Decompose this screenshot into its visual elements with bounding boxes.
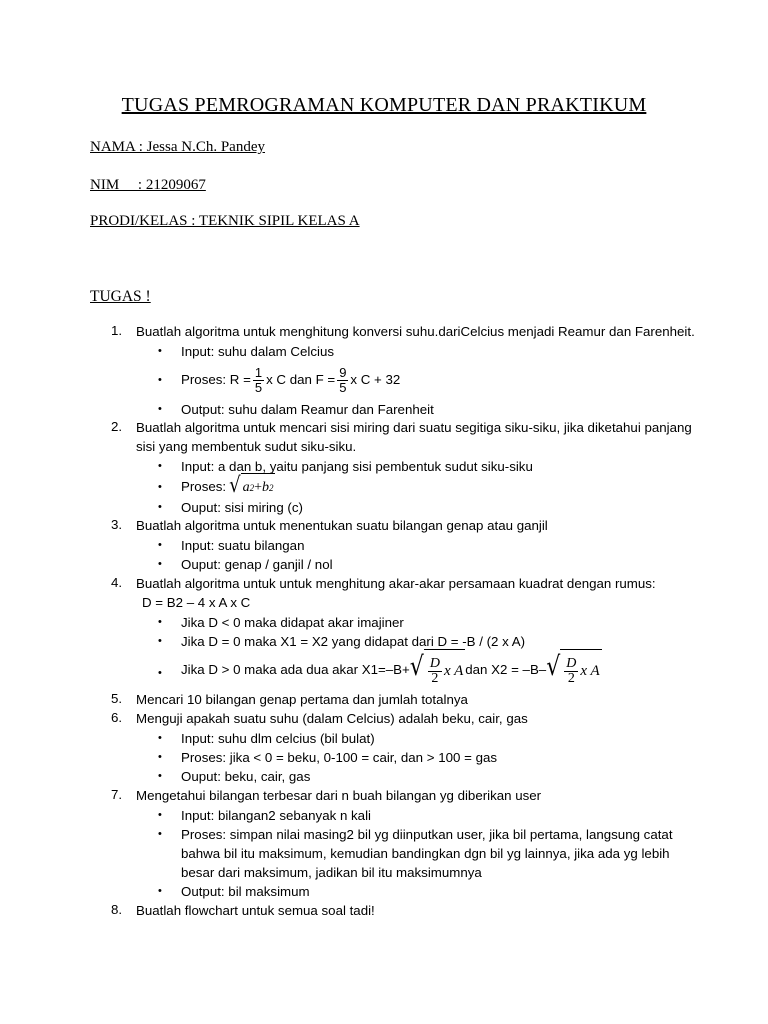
bullet-text: Ouput: sisi miring (c)	[181, 500, 303, 515]
bullet-icon: •	[158, 539, 162, 551]
radicand	[560, 649, 601, 691]
var-a: a	[242, 480, 250, 495]
bullet-icon: •	[158, 616, 162, 628]
bullet-text: Proses: simpan nilai masing2 bil yg diinputkan user, jika bil pertama, langsung catat	[181, 827, 673, 842]
denominator: 5	[254, 379, 263, 395]
item-number: 5.	[111, 691, 123, 706]
bullet-icon: •	[158, 751, 162, 763]
bullet-text: Input: a dan b, yaitu panjang sisi pembentuk sudut siku-siku	[181, 459, 533, 474]
numerator: D	[429, 655, 440, 671]
formula-text: x C + 32	[350, 372, 401, 387]
bullet-text: Ouput: beku, cair, gas	[181, 769, 311, 784]
bullet-icon: •	[158, 460, 162, 472]
formula-text: Proses: R =	[181, 372, 251, 387]
item-text: Mengetahui bilangan terbesar dari n buah bilangan yg diberikan user	[136, 788, 542, 803]
radicand	[424, 649, 465, 691]
radical-icon: √	[229, 472, 241, 498]
item-text: Mencari 10 bilangan genap pertama dan jumlah totalnya	[136, 692, 468, 707]
item-text: Buatlah algoritma untuk menghitung konversi suhu.dariCelcius menjadi Reamur dan Farenheit.	[136, 324, 695, 339]
bullet-icon: •	[158, 770, 162, 782]
bullet-text: Input: suhu dlm celcius (bil bulat)	[181, 731, 375, 746]
prodi-field: PRODI/KELAS : TEKNIK SIPIL KELAS A	[90, 213, 360, 229]
radical-icon: √	[409, 652, 424, 682]
bullet-icon: •	[158, 345, 162, 357]
item-number: 8.	[111, 902, 123, 917]
numerator: 9	[339, 364, 347, 380]
exponent: 2	[268, 483, 274, 493]
denominator: 5	[339, 379, 347, 395]
numerator: D	[566, 655, 577, 671]
sqrt-expression	[410, 649, 465, 691]
item-number: 7.	[111, 787, 123, 802]
denominator: 2	[567, 670, 575, 686]
bullet-icon: •	[158, 885, 162, 897]
bullet-text: Output: suhu dalam Reamur dan Farenheit	[181, 402, 434, 417]
bullet-text: Ouput: genap / ganjil / nol	[181, 557, 333, 572]
item-number: 4.	[111, 575, 123, 590]
nama-field: NAMA : Jessa N.Ch. Pandey	[90, 139, 265, 155]
item-number: 3.	[111, 517, 123, 532]
item-number: 2.	[111, 419, 123, 434]
bullet-icon: •	[158, 481, 162, 493]
bullet-icon: •	[158, 635, 162, 647]
bullet-text: Input: suatu bilangan	[181, 538, 305, 553]
fraction	[564, 657, 578, 686]
item-text: Buatlah algoritma untuk menentukan suatu bilangan genap atau ganjil	[136, 518, 548, 533]
bullet-text: Output: bil maksimum	[181, 884, 310, 899]
item-text: Menguji apakah suatu suhu (dalam Celcius) adalah beku, cair, gas	[136, 711, 528, 726]
numerator: 1	[254, 364, 263, 380]
item-text: sisi yang membentuk sudut siku-siku.	[136, 439, 357, 454]
bullet-text: bahwa bil itu maksimum, kemudian bandingkan dgn bil yg lainnya, jika ada yg lebih	[181, 846, 670, 861]
fraction	[337, 366, 348, 395]
formula-var: x A	[443, 663, 464, 679]
bullet-formula	[181, 473, 275, 501]
bullet-formula	[181, 362, 400, 398]
item-number: 1.	[111, 323, 123, 338]
denominator: 2	[431, 670, 439, 686]
bullet-text: Input: suhu dalam Celcius	[181, 344, 334, 359]
bullet-text: Input: bilangan2 sebanyak n kali	[181, 808, 371, 823]
fraction	[253, 366, 264, 395]
bullet-text: Jika D < 0 maka didapat akar imajiner	[181, 615, 404, 630]
tugas-heading: TUGAS !	[90, 288, 151, 305]
bullet-icon: •	[158, 374, 162, 386]
bullet-icon: •	[158, 732, 162, 744]
bullet-text: Proses: jika < 0 = beku, 0-100 = cair, dan > 100 = gas	[181, 750, 498, 765]
bullet-icon: •	[158, 558, 162, 570]
item-text: Buatlah algoritma untuk mencari sisi miring dari suatu segitiga siku-siku, jika diketahui panjang	[136, 420, 692, 435]
document-title: TUGAS PEMROGRAMAN KOMPUTER DAN PRAKTIKUM	[121, 94, 647, 116]
fraction	[428, 657, 442, 686]
bullet-text: Jika D = 0 maka X1 = X2 yang didapat dari D = -B / (2 x A)	[181, 634, 526, 649]
bullet-icon: •	[158, 828, 162, 840]
bullet-formula	[181, 649, 602, 691]
plus-sign: +	[254, 480, 262, 495]
item-number: 6.	[111, 710, 123, 725]
var-b: b	[261, 480, 269, 495]
formula-text: Proses:	[181, 479, 227, 494]
sqrt-expression	[229, 473, 275, 501]
formula-var: x A	[580, 663, 600, 679]
bullet-text: besar dari maksimum, jadikan bil itu maksimumnya	[181, 865, 482, 880]
bullet-icon: •	[158, 501, 162, 513]
formula-text: Jika D > 0 maka ada dua akar X1=–B+	[181, 662, 410, 677]
formula-text: x C dan F =	[266, 372, 336, 387]
exponent: 2	[249, 483, 255, 493]
bullet-icon: •	[158, 667, 162, 679]
bullet-icon: •	[158, 809, 162, 821]
radicand	[241, 473, 276, 501]
formula-text: dan X2 = –B–	[465, 662, 547, 677]
radical-icon: √	[546, 652, 561, 682]
sqrt-expression	[546, 649, 601, 691]
bullet-icon: •	[158, 403, 162, 415]
nim-field: NIM : 21209067	[90, 177, 206, 193]
item-text: Buatlah flowchart untuk semua soal tadi!	[136, 903, 375, 918]
formula-line: D = B2 – 4 x A x C	[142, 595, 251, 610]
item-text: Buatlah algoritma untuk untuk menghitung akar-akar persamaan kuadrat dengan rumus:	[136, 576, 656, 591]
